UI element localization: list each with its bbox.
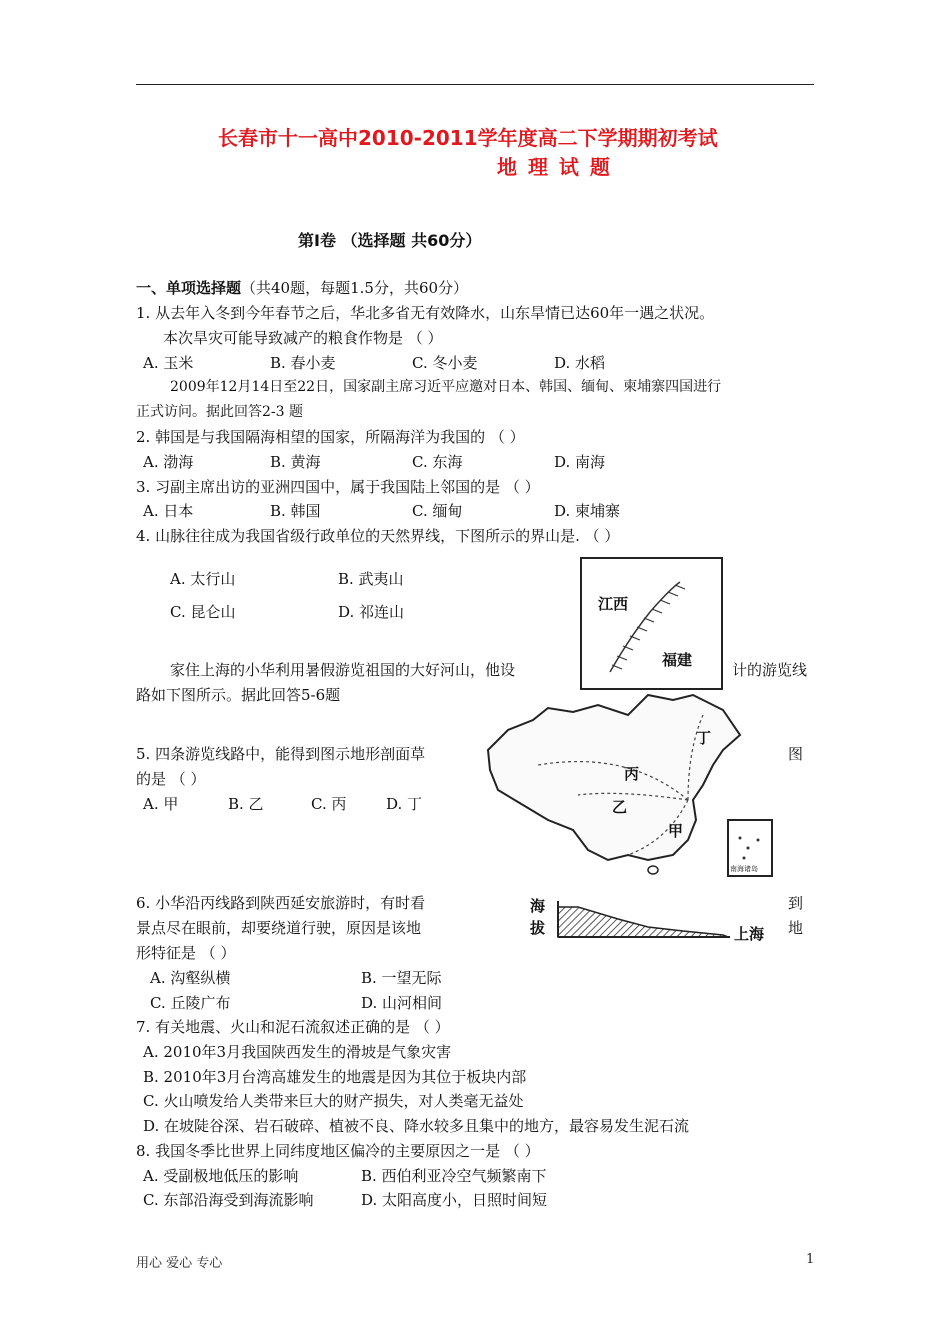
- route-label-jia: 甲: [668, 822, 684, 840]
- q8-option-d: D. 太阳高度小，日照时间短: [361, 1191, 548, 1209]
- exam-subtitle: 地 理 试 题: [497, 155, 612, 179]
- q4-option-c: C. 昆仑山: [170, 603, 236, 621]
- q2-option-c: C. 东海: [412, 453, 463, 471]
- profile-label-altitude: 海拔: [530, 897, 546, 937]
- exam-title: 长春市十一高中2010-2011学年度高二下学期期初考试: [218, 126, 718, 150]
- section-heading-detail: （共40题，每题1.5分，共60分）: [241, 279, 469, 297]
- q1-option-c: C. 冬小麦: [412, 354, 478, 372]
- route-label-bing: 丙: [624, 765, 640, 783]
- q3-option-c: C. 缅甸: [412, 502, 463, 520]
- page-number: 1: [806, 1252, 815, 1267]
- q2-option-d: D. 南海: [554, 453, 606, 471]
- q5-stem-end: 图: [788, 745, 804, 763]
- map-label-jiangxi: 江西: [598, 595, 629, 613]
- q4-stem: 4. 山脉往往成为我国省级行政单位的天然界线，下图所示的界山是. （ ）: [136, 527, 620, 545]
- q5-option-b: B. 乙: [228, 795, 264, 813]
- q3-option-a: A. 日本: [143, 502, 194, 520]
- q5-stem: 5. 四条游览线路中，能得到图示地形剖面草: [136, 745, 426, 763]
- profile-label-shanghai: 上海: [734, 925, 765, 943]
- q3-stem: 3. 习副主席出访的亚洲四国中，属于我国陆上邻国的是 （ ）: [136, 478, 540, 496]
- q7-option-d: D. 在坡陡谷深、岩石破碎、植被不良、降水较多且集中的地方，最容易发生泥石流: [143, 1117, 690, 1135]
- q2-stem: 2. 韩国是与我国隔海相望的国家，所隔海洋为我国的 （ ）: [136, 428, 525, 446]
- header-rule: [136, 84, 814, 85]
- q1-option-d: D. 水稻: [554, 354, 606, 372]
- q3-option-b: B. 韩国: [270, 502, 321, 520]
- route-label-yi: 乙: [612, 798, 628, 816]
- q1-option-a: A. 玉米: [143, 354, 194, 372]
- q7-option-b: B. 2010年3月台湾高雄发生的地震是因为其位于板块内部: [143, 1068, 527, 1086]
- q8-option-c: C. 东部沿海受到海流影响: [143, 1191, 314, 1209]
- q6-option-d: D. 山河相间: [361, 994, 443, 1012]
- q8-option-b: B. 西伯利亚冷空气频繁南下: [361, 1167, 547, 1185]
- intro-5-6: 家住上海的小华利用暑假游览祖国的大好河山，他设: [170, 661, 516, 679]
- q5-option-d: D. 丁: [386, 795, 423, 813]
- q6-stem-cont-end: 地: [788, 919, 804, 937]
- q8-option-a: A. 受副极地低压的影响: [143, 1167, 299, 1185]
- inset-label: 南海诸岛: [730, 865, 758, 873]
- footer-motto: 用心 爱心 专心: [136, 1256, 223, 1271]
- section-heading: [136, 277, 468, 298]
- map-label-fujian: 福建: [662, 651, 693, 669]
- part-heading: 第I卷 （选择题 共60分）: [298, 231, 482, 250]
- intro-5-6-cont: 路如下图所示。据此回答5-6题: [136, 686, 341, 704]
- q1-stem-cont: 本次旱灾可能导致减产的粮食作物是 （ ）: [163, 329, 443, 347]
- q2-option-b: B. 黄海: [270, 453, 321, 471]
- boundary-map-figure: [580, 557, 723, 690]
- route-label-ding: 丁: [696, 729, 712, 747]
- q6-option-b: B. 一望无际: [361, 969, 442, 987]
- section-heading-bold: 一、单项选择题: [136, 279, 242, 297]
- q3-option-d: D. 柬埔寨: [554, 502, 621, 520]
- q5-option-c: C. 丙: [311, 795, 347, 813]
- q6-stem-cont2: 形特征是 （ ）: [136, 944, 236, 962]
- q4-option-d: D. 祁连山: [338, 603, 405, 621]
- q6-stem-cont: 景点尽在眼前，却要绕道行驶，原因是该地: [136, 919, 422, 937]
- intro-5-6-end: 计的游览线: [732, 661, 808, 679]
- china-map-figure: [478, 690, 780, 890]
- q1-stem: 1. 从去年入冬到今年春节之后，华北多省无有效降水，山东旱情已达60年一遇之状况。: [136, 304, 715, 322]
- q6-option-c: C. 丘陵广布: [150, 994, 231, 1012]
- q7-option-c: C. 火山喷发给人类带来巨大的财产损失，对人类毫无益处: [143, 1092, 524, 1110]
- q4-option-a: A. 太行山: [170, 570, 236, 588]
- china-route-map: [478, 690, 780, 890]
- q1-option-b: B. 春小麦: [270, 354, 336, 372]
- intro-2-3: 2009年12月14日至22日，国家副主席习近平应邀对日本、韩国、缅甸、柬埔寨四国进行: [170, 379, 722, 395]
- q5-option-a: A. 甲: [143, 795, 179, 813]
- boundary-mountain-map: [580, 557, 723, 690]
- q6-stem: 6. 小华沿丙线路到陕西延安旅游时，有时看: [136, 894, 426, 912]
- q6-option-a: A. 沟壑纵横: [150, 969, 231, 987]
- q8-stem: 8. 我国冬季比世界上同纬度地区偏冷的主要原因之一是 （ ）: [136, 1142, 540, 1160]
- terrain-profile: [508, 893, 773, 945]
- intro-2-3-cont: 正式访问。据此回答2-3 题: [136, 404, 303, 420]
- q2-option-a: A. 渤海: [143, 453, 194, 471]
- q5-stem-cont: 的是 （ ）: [136, 770, 206, 788]
- q6-stem-end: 到: [788, 894, 804, 912]
- q7-stem: 7. 有关地震、火山和泥石流叙述正确的是 （ ）: [136, 1018, 450, 1036]
- q4-option-b: B. 武夷山: [338, 570, 404, 588]
- q7-option-a: A. 2010年3月我国陕西发生的滑坡是气象灾害: [143, 1043, 452, 1061]
